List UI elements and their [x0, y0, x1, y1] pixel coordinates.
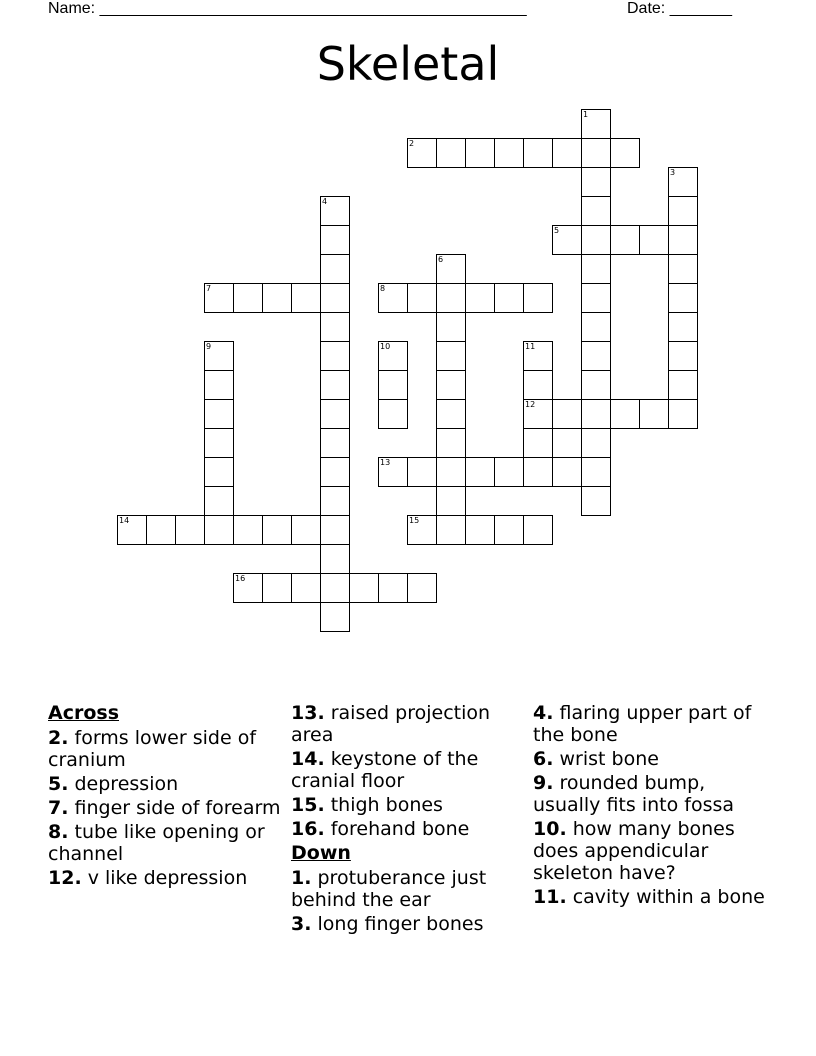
- crossword-cell[interactable]: [581, 399, 611, 429]
- crossword-cell[interactable]: [494, 283, 524, 313]
- across-clue-15: 15. thigh bones: [291, 794, 443, 816]
- crossword-cell[interactable]: [204, 515, 234, 545]
- across-clue-8: 8. tube like opening or channel: [48, 821, 265, 865]
- crossword-cell[interactable]: [436, 399, 466, 429]
- crossword-cell[interactable]: [523, 283, 553, 313]
- clues-column-1: [48, 702, 283, 891]
- crossword-cell[interactable]: [436, 283, 466, 313]
- crossword-cell[interactable]: [436, 457, 466, 487]
- clues-column-2: [291, 702, 526, 937]
- crossword-cell[interactable]: [204, 457, 234, 487]
- crossword-cell[interactable]: [581, 167, 611, 197]
- crossword-cell[interactable]: [320, 283, 350, 313]
- crossword-cell[interactable]: [204, 370, 234, 400]
- crossword-cell[interactable]: [349, 573, 379, 603]
- down-clue-10: 10. how many bones does appendicular skeleton have?: [533, 818, 735, 884]
- crossword-cell[interactable]: [523, 370, 553, 400]
- cell-number: 12: [525, 400, 536, 409]
- crossword-cell[interactable]: [262, 515, 292, 545]
- crossword-cell[interactable]: [320, 225, 350, 255]
- across-clue-5: 5. depression: [48, 773, 179, 795]
- date-field-label: Date: _______: [627, 0, 732, 17]
- crossword-cell[interactable]: [320, 544, 350, 574]
- crossword-cell[interactable]: [407, 283, 437, 313]
- crossword-cell[interactable]: [639, 225, 669, 255]
- crossword-cell[interactable]: [436, 486, 466, 516]
- across-clue-7: 7. finger side of forearm: [48, 797, 281, 819]
- crossword-cell[interactable]: [407, 515, 437, 545]
- crossword-cell[interactable]: [465, 457, 495, 487]
- crossword-cell[interactable]: [668, 370, 698, 400]
- crossword-cell[interactable]: [668, 167, 698, 197]
- crossword-cell[interactable]: [610, 138, 640, 168]
- cell-number: 2: [409, 139, 415, 148]
- crossword-cell[interactable]: [436, 138, 466, 168]
- crossword-cell[interactable]: [320, 341, 350, 371]
- crossword-cell[interactable]: [552, 138, 582, 168]
- crossword-cell[interactable]: [494, 138, 524, 168]
- down-clue-3: 3. long finger bones: [291, 913, 484, 935]
- cell-number: 16: [235, 574, 246, 583]
- crossword-cell[interactable]: [262, 283, 292, 313]
- crossword-cell[interactable]: [378, 283, 408, 313]
- name-field-label: Name: ________________________________________________: [48, 0, 527, 17]
- crossword-cell[interactable]: [668, 283, 698, 313]
- cell-number: 6: [438, 255, 444, 264]
- crossword-cell[interactable]: [320, 370, 350, 400]
- crossword-cell[interactable]: [465, 515, 495, 545]
- crossword-cell[interactable]: [581, 283, 611, 313]
- down-clue-4: 4. flaring upper part of the bone: [533, 702, 752, 746]
- crossword-cell[interactable]: [523, 399, 553, 429]
- crossword-cell[interactable]: [291, 515, 321, 545]
- crossword-cell[interactable]: [378, 399, 408, 429]
- crossword-cell[interactable]: [581, 486, 611, 516]
- crossword-cell[interactable]: [436, 515, 466, 545]
- crossword-cell[interactable]: [436, 254, 466, 284]
- crossword-cell[interactable]: [204, 428, 234, 458]
- crossword-cell[interactable]: [523, 428, 553, 458]
- crossword-cell[interactable]: [581, 138, 611, 168]
- crossword-cell[interactable]: [610, 399, 640, 429]
- page-title: Skeletal: [316, 37, 500, 91]
- crossword-cell[interactable]: [291, 283, 321, 313]
- crossword-cell[interactable]: [378, 370, 408, 400]
- crossword-cell[interactable]: [378, 341, 408, 371]
- crossword-cell[interactable]: [494, 515, 524, 545]
- crossword-cell[interactable]: [581, 312, 611, 342]
- crossword-cell[interactable]: [581, 254, 611, 284]
- crossword-cell[interactable]: [146, 515, 176, 545]
- crossword-cell[interactable]: [668, 399, 698, 429]
- crossword-cell[interactable]: [320, 254, 350, 284]
- crossword-cell[interactable]: [436, 370, 466, 400]
- crossword-cell[interactable]: [233, 515, 263, 545]
- crossword-cell[interactable]: [436, 428, 466, 458]
- across-clue-12: 12. v like depression: [48, 867, 248, 889]
- crossword-cell[interactable]: [523, 138, 553, 168]
- crossword-cell[interactable]: [581, 225, 611, 255]
- crossword-cell[interactable]: [320, 196, 350, 226]
- crossword-cell[interactable]: [523, 341, 553, 371]
- clues-column-3: [533, 702, 768, 910]
- across-clue-14: 14. keystone of the cranial floor: [291, 748, 479, 792]
- crossword-cell[interactable]: [668, 341, 698, 371]
- down-clue-9: 9. rounded bump, usually fits into fossa: [533, 772, 735, 816]
- crossword-cell[interactable]: [320, 312, 350, 342]
- down-heading: Down: [291, 842, 351, 864]
- cell-number: 4: [322, 197, 328, 206]
- crossword-cell[interactable]: [494, 457, 524, 487]
- crossword-cell[interactable]: [581, 370, 611, 400]
- across-clue-13: 13. raised projection area: [291, 702, 491, 746]
- crossword-cell[interactable]: [320, 602, 350, 632]
- crossword-cell[interactable]: [378, 457, 408, 487]
- cell-number: 8: [380, 284, 386, 293]
- across-heading: Across: [48, 702, 120, 724]
- crossword-cell[interactable]: [552, 399, 582, 429]
- crossword-cell[interactable]: [117, 515, 147, 545]
- down-clue-6: 6. wrist bone: [533, 748, 659, 770]
- cell-number: 7: [206, 284, 212, 293]
- crossword-cell[interactable]: [407, 138, 437, 168]
- crossword-cell[interactable]: [436, 312, 466, 342]
- crossword-cell[interactable]: [668, 254, 698, 284]
- crossword-cell[interactable]: [291, 573, 321, 603]
- crossword-cell[interactable]: [552, 457, 582, 487]
- crossword-cell[interactable]: [204, 283, 234, 313]
- crossword-cell[interactable]: [552, 225, 582, 255]
- crossword-cell[interactable]: [320, 457, 350, 487]
- across-clue-2: 2. forms lower side of cranium: [48, 727, 257, 771]
- crossword-cell[interactable]: [436, 341, 466, 371]
- crossword-cell[interactable]: [204, 341, 234, 371]
- down-clue-1: 1. protuberance just behind the ear: [291, 867, 487, 911]
- crossword-cell[interactable]: [407, 573, 437, 603]
- crossword-cell[interactable]: [668, 225, 698, 255]
- crossword-cell[interactable]: [175, 515, 205, 545]
- crossword-cell[interactable]: [233, 573, 263, 603]
- crossword-cell[interactable]: [581, 457, 611, 487]
- cell-number: 1: [583, 110, 589, 119]
- crossword-cell[interactable]: [523, 457, 553, 487]
- crossword-cell[interactable]: [668, 312, 698, 342]
- crossword-cell[interactable]: [523, 515, 553, 545]
- crossword-cell[interactable]: [320, 399, 350, 429]
- crossword-cell[interactable]: [233, 283, 263, 313]
- cell-number: 5: [554, 226, 560, 235]
- cell-number: 13: [380, 458, 391, 467]
- cell-number: 14: [119, 516, 130, 525]
- crossword-cell[interactable]: [639, 399, 669, 429]
- crossword-cell[interactable]: [581, 428, 611, 458]
- crossword-cell[interactable]: [204, 399, 234, 429]
- crossword-cell[interactable]: [407, 457, 437, 487]
- crossword-cell[interactable]: [320, 428, 350, 458]
- cell-number: 9: [206, 342, 212, 351]
- crossword-cell[interactable]: [320, 486, 350, 516]
- across-clue-16: 16. forehand bone: [291, 818, 470, 840]
- cell-number: 3: [670, 168, 676, 177]
- crossword-cell[interactable]: [378, 573, 408, 603]
- cell-number: 11: [525, 342, 536, 351]
- cell-number: 10: [380, 342, 391, 351]
- crossword-cell[interactable]: [610, 225, 640, 255]
- crossword-cell[interactable]: [465, 283, 495, 313]
- crossword-cell[interactable]: [581, 109, 611, 139]
- crossword-cell[interactable]: [320, 573, 350, 603]
- crossword-cell[interactable]: [581, 196, 611, 226]
- crossword-cell[interactable]: [668, 196, 698, 226]
- down-clue-11: 11. cavity within a bone: [533, 886, 765, 908]
- cell-number: 15: [409, 516, 420, 525]
- crossword-cell[interactable]: [581, 341, 611, 371]
- crossword-cell[interactable]: [262, 573, 292, 603]
- crossword-cell[interactable]: [320, 515, 350, 545]
- crossword-cell[interactable]: [465, 138, 495, 168]
- crossword-cell[interactable]: [204, 486, 234, 516]
